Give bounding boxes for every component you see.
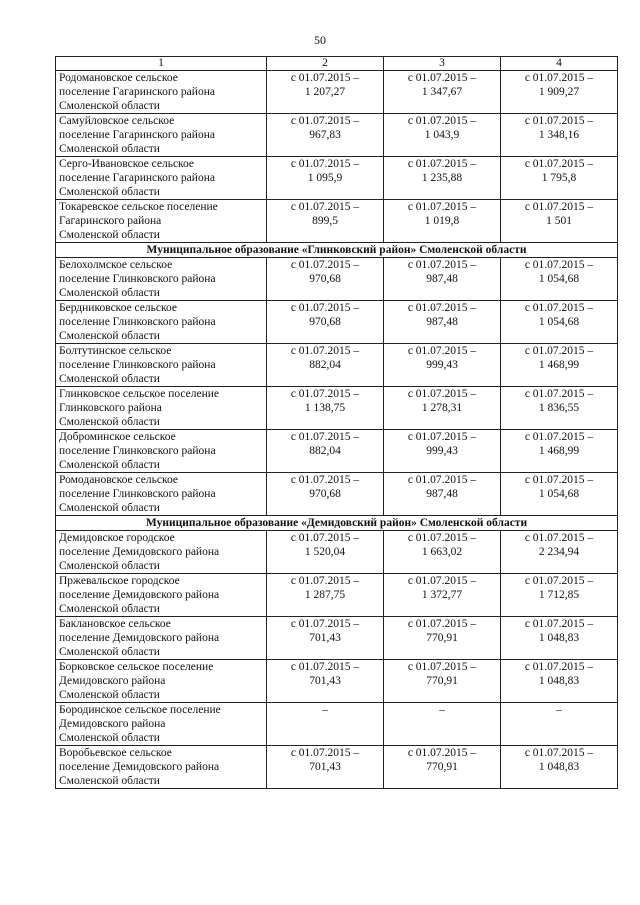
table-row bbox=[56, 301, 618, 344]
value-cell-col3 bbox=[384, 258, 501, 301]
value-line: 1 138,75 bbox=[304, 402, 346, 414]
value-line: 1 468,99 bbox=[538, 359, 580, 371]
value-cell-col2 bbox=[267, 157, 384, 200]
value-line: с 01.07.2015 – bbox=[524, 575, 594, 587]
value-line: 882,04 bbox=[309, 359, 341, 371]
value-cell-col4 bbox=[501, 746, 618, 789]
value-line: с 01.07.2015 – bbox=[524, 431, 594, 443]
value-cell-col4 bbox=[501, 430, 618, 473]
value-line: 970,68 bbox=[309, 316, 341, 328]
settlement-name-line: Демидовского района bbox=[59, 718, 166, 730]
settlement-name-cell bbox=[56, 617, 267, 660]
value-line: с 01.07.2015 – bbox=[407, 345, 477, 357]
settlement-name-cell bbox=[56, 387, 267, 430]
section-row bbox=[56, 243, 618, 258]
settlement-name-line: поселение Глинковского района bbox=[59, 316, 216, 328]
value-line: 770,91 bbox=[426, 632, 458, 644]
table-row bbox=[56, 660, 618, 703]
settlement-name-line: Смоленской области bbox=[59, 287, 160, 299]
value-line: 1 048,83 bbox=[538, 761, 580, 773]
value-line: 1 372,77 bbox=[421, 589, 463, 601]
table-row bbox=[56, 387, 618, 430]
settlement-name-cell bbox=[56, 703, 267, 746]
value-line: с 01.07.2015 – bbox=[290, 259, 360, 271]
value-line: 1 019,8 bbox=[424, 215, 460, 227]
value-line: с 01.07.2015 – bbox=[290, 575, 360, 587]
page-number: 50 bbox=[314, 33, 326, 47]
value-line: с 01.07.2015 – bbox=[524, 302, 594, 314]
value-cell-col3 bbox=[384, 574, 501, 617]
value-cell-col2 bbox=[267, 200, 384, 243]
table-row bbox=[56, 258, 618, 301]
column-number-2: 2 bbox=[267, 57, 384, 71]
value-cell-col4 bbox=[501, 617, 618, 660]
settlement-name-cell bbox=[56, 114, 267, 157]
settlement-name-line: Смоленской области bbox=[59, 646, 160, 658]
value-line: 1 347,67 bbox=[421, 86, 463, 98]
value-cell-col4 bbox=[501, 574, 618, 617]
value-line: с 01.07.2015 – bbox=[407, 158, 477, 170]
value-line: с 01.07.2015 – bbox=[524, 115, 594, 127]
table-row bbox=[56, 746, 618, 789]
value-line: 1 836,55 bbox=[538, 402, 580, 414]
settlement-name-line: Смоленской области bbox=[59, 416, 160, 428]
settlement-name-line: Смоленской области bbox=[59, 186, 160, 198]
value-cell-col2 bbox=[267, 114, 384, 157]
value-cell-col2 bbox=[267, 617, 384, 660]
settlement-name-line: Ромодановское сельское bbox=[59, 474, 178, 486]
value-line: с 01.07.2015 – bbox=[524, 201, 594, 213]
table-row bbox=[56, 200, 618, 243]
value-line: с 01.07.2015 – bbox=[407, 618, 477, 630]
value-cell-col4 bbox=[501, 473, 618, 516]
settlement-name-line: Воробьевское сельское bbox=[59, 747, 172, 759]
value-line: 1 795,8 bbox=[541, 172, 577, 184]
value-line: с 01.07.2015 – bbox=[407, 431, 477, 443]
value-line: 987,48 bbox=[426, 273, 458, 285]
value-line: с 01.07.2015 – bbox=[524, 72, 594, 84]
value-line: – bbox=[322, 704, 328, 716]
value-line: 1 054,68 bbox=[538, 273, 580, 285]
value-line: с 01.07.2015 – bbox=[524, 158, 594, 170]
value-line: 1 043,9 bbox=[424, 129, 460, 141]
value-line: 701,43 bbox=[309, 761, 341, 773]
table-header-row bbox=[56, 57, 618, 71]
value-cell-col4 bbox=[501, 258, 618, 301]
value-cell-col4 bbox=[501, 531, 618, 574]
value-line: с 01.07.2015 – bbox=[524, 618, 594, 630]
settlement-name-line: поселение Гагаринского района bbox=[59, 86, 215, 98]
settlement-name-line: поселение Глинковского района bbox=[59, 273, 216, 285]
value-cell-col2 bbox=[267, 258, 384, 301]
value-line: с 01.07.2015 – bbox=[407, 388, 477, 400]
column-number-1: 1 bbox=[56, 57, 267, 71]
value-line: с 01.07.2015 – bbox=[290, 661, 360, 673]
value-cell-col3 bbox=[384, 71, 501, 114]
table-row bbox=[56, 71, 618, 114]
value-line: 1 663,02 bbox=[421, 546, 463, 558]
settlement-name-line: Демидовского района bbox=[59, 675, 166, 687]
section-row bbox=[56, 516, 618, 531]
table-row bbox=[56, 531, 618, 574]
value-cell-col2 bbox=[267, 703, 384, 746]
settlement-name-line: Баклановское сельское bbox=[59, 618, 171, 630]
value-cell-col3 bbox=[384, 746, 501, 789]
value-line: с 01.07.2015 – bbox=[407, 115, 477, 127]
value-line: с 01.07.2015 – bbox=[290, 618, 360, 630]
value-line: с 01.07.2015 – bbox=[290, 747, 360, 759]
settlement-name-line: поселение Демидовского района bbox=[59, 632, 220, 644]
value-line: 1 520,04 bbox=[304, 546, 346, 558]
settlement-name-line: поселение Демидовского района bbox=[59, 589, 220, 601]
settlement-name-line: Родомановское сельское bbox=[59, 72, 178, 84]
value-cell-col4 bbox=[501, 660, 618, 703]
tariff-table bbox=[55, 56, 618, 789]
settlement-name-cell bbox=[56, 200, 267, 243]
settlement-name-cell bbox=[56, 157, 267, 200]
value-line: с 01.07.2015 – bbox=[290, 345, 360, 357]
value-line: 1 054,68 bbox=[538, 488, 580, 500]
value-line: 987,48 bbox=[426, 488, 458, 500]
value-line: с 01.07.2015 – bbox=[290, 532, 360, 544]
value-cell-col2 bbox=[267, 301, 384, 344]
value-line: с 01.07.2015 – bbox=[407, 575, 477, 587]
value-line: с 01.07.2015 – bbox=[524, 474, 594, 486]
value-line: 1 287,75 bbox=[304, 589, 346, 601]
settlement-name-line: Смоленской области bbox=[59, 560, 160, 572]
settlement-name-line: Смоленской области bbox=[59, 459, 160, 471]
value-line: 701,43 bbox=[309, 675, 341, 687]
value-cell-col3 bbox=[384, 617, 501, 660]
value-line: 1 909,27 bbox=[538, 86, 580, 98]
settlement-name-cell bbox=[56, 746, 267, 789]
value-cell-col2 bbox=[267, 746, 384, 789]
value-line: 967,83 bbox=[309, 129, 341, 141]
value-line: 770,91 bbox=[426, 675, 458, 687]
value-line: – bbox=[556, 704, 562, 716]
settlement-name-line: Глинковское сельское поселение bbox=[59, 388, 220, 400]
settlement-name-line: Смоленской области bbox=[59, 502, 160, 514]
value-cell-col4 bbox=[501, 71, 618, 114]
settlement-name-line: Гагаринского района bbox=[59, 215, 162, 227]
value-cell-col4 bbox=[501, 157, 618, 200]
value-cell-col2 bbox=[267, 71, 384, 114]
value-line: с 01.07.2015 – bbox=[524, 345, 594, 357]
value-cell-col2 bbox=[267, 574, 384, 617]
value-line: с 01.07.2015 – bbox=[407, 474, 477, 486]
value-line: 999,43 bbox=[426, 359, 458, 371]
settlement-name-line: Борковское сельское поселение bbox=[59, 661, 214, 673]
value-cell-col3 bbox=[384, 660, 501, 703]
settlement-name-line: Бородинское сельское поселение bbox=[59, 704, 221, 716]
value-line: 2 234,94 bbox=[538, 546, 580, 558]
settlement-name-line: Белохолмское сельское bbox=[59, 259, 173, 271]
value-line: с 01.07.2015 – bbox=[290, 115, 360, 127]
value-cell-col2 bbox=[267, 387, 384, 430]
settlement-name-line: Глинковского района bbox=[59, 402, 162, 414]
value-cell-col3 bbox=[384, 531, 501, 574]
table-row bbox=[56, 473, 618, 516]
value-line: с 01.07.2015 – bbox=[290, 474, 360, 486]
settlement-name-cell bbox=[56, 660, 267, 703]
value-line: с 01.07.2015 – bbox=[524, 259, 594, 271]
settlement-name-line: Пржевальское городское bbox=[59, 575, 180, 587]
settlement-name-line: поселение Глинковского района bbox=[59, 359, 216, 371]
value-cell-col3 bbox=[384, 157, 501, 200]
table-row bbox=[56, 157, 618, 200]
value-line: с 01.07.2015 – bbox=[407, 302, 477, 314]
settlement-name-line: поселение Глинковского района bbox=[59, 488, 216, 500]
settlement-name-line: Доброминское сельское bbox=[59, 431, 176, 443]
settlement-name-line: Смоленской области bbox=[59, 373, 160, 385]
settlement-name-line: Смоленской области bbox=[59, 100, 160, 112]
value-line: с 01.07.2015 – bbox=[524, 747, 594, 759]
settlement-name-line: Токаревское сельское поселение bbox=[59, 201, 218, 213]
value-line: с 01.07.2015 – bbox=[407, 532, 477, 544]
value-cell-col4 bbox=[501, 301, 618, 344]
value-line: 1 712,85 bbox=[538, 589, 580, 601]
value-cell-col3 bbox=[384, 344, 501, 387]
settlement-name-cell bbox=[56, 71, 267, 114]
settlement-name-line: поселение Демидовского района bbox=[59, 546, 220, 558]
settlement-name-line: поселение Демидовского района bbox=[59, 761, 220, 773]
value-cell-col2 bbox=[267, 660, 384, 703]
value-line: 770,91 bbox=[426, 761, 458, 773]
settlement-name-cell bbox=[56, 473, 267, 516]
value-line: 1 235,88 bbox=[421, 172, 463, 184]
settlement-name-line: Смоленской области bbox=[59, 143, 160, 155]
settlement-name-line: поселение Гагаринского района bbox=[59, 129, 215, 141]
value-line: 970,68 bbox=[309, 488, 341, 500]
table-row bbox=[56, 574, 618, 617]
settlement-name-cell bbox=[56, 574, 267, 617]
settlement-name-line: Серго-Ивановское сельское bbox=[59, 158, 195, 170]
settlement-name-line: Смоленской области bbox=[59, 229, 160, 241]
value-line: 1 501 bbox=[546, 215, 572, 227]
value-cell-col4 bbox=[501, 703, 618, 746]
value-cell-col2 bbox=[267, 430, 384, 473]
value-line: 987,48 bbox=[426, 316, 458, 328]
value-cell-col2 bbox=[267, 531, 384, 574]
value-line: с 01.07.2015 – bbox=[290, 388, 360, 400]
value-line: с 01.07.2015 – bbox=[407, 259, 477, 271]
value-cell-col3 bbox=[384, 114, 501, 157]
settlement-name-cell bbox=[56, 344, 267, 387]
value-cell-col3 bbox=[384, 301, 501, 344]
value-line: 1 348,16 bbox=[538, 129, 580, 141]
section-title: Муниципальное образование «Демидовский район» Смоленской области bbox=[56, 516, 618, 531]
settlement-name-cell bbox=[56, 430, 267, 473]
value-line: с 01.07.2015 – bbox=[290, 72, 360, 84]
value-line: с 01.07.2015 – bbox=[290, 431, 360, 443]
settlement-name-line: поселение Гагаринского района bbox=[59, 172, 215, 184]
value-line: с 01.07.2015 – bbox=[407, 661, 477, 673]
settlement-name-line: Смоленской области bbox=[59, 689, 160, 701]
value-line: 899,5 bbox=[312, 215, 338, 227]
section-title: Муниципальное образование «Глинковский район» Смоленской области bbox=[56, 243, 618, 258]
settlement-name-line: Смоленской области bbox=[59, 330, 160, 342]
value-line: 1 278,31 bbox=[421, 402, 463, 414]
column-number-4: 4 bbox=[501, 57, 618, 71]
value-line: с 01.07.2015 – bbox=[407, 201, 477, 213]
value-line: с 01.07.2015 – bbox=[407, 72, 477, 84]
value-cell-col4 bbox=[501, 114, 618, 157]
settlement-name-cell bbox=[56, 301, 267, 344]
value-line: 1 468,99 bbox=[538, 445, 580, 457]
value-line: 882,04 bbox=[309, 445, 341, 457]
value-cell-col3 bbox=[384, 703, 501, 746]
table-row bbox=[56, 430, 618, 473]
value-line: 999,43 bbox=[426, 445, 458, 457]
value-cell-col3 bbox=[384, 200, 501, 243]
value-cell-col4 bbox=[501, 344, 618, 387]
value-line: 1 048,83 bbox=[538, 675, 580, 687]
value-line: 1 207,27 bbox=[304, 86, 346, 98]
value-line: с 01.07.2015 – bbox=[524, 388, 594, 400]
settlement-name-cell bbox=[56, 258, 267, 301]
settlement-name-line: Самуйловское сельское bbox=[59, 115, 175, 127]
value-cell-col4 bbox=[501, 200, 618, 243]
table-row bbox=[56, 114, 618, 157]
value-line: с 01.07.2015 – bbox=[290, 158, 360, 170]
settlement-name-line: Болтутинское сельское bbox=[59, 345, 172, 357]
settlement-name-line: поселение Глинковского района bbox=[59, 445, 216, 457]
value-line: 1 095,9 bbox=[307, 172, 343, 184]
table-row bbox=[56, 344, 618, 387]
settlement-name-cell bbox=[56, 531, 267, 574]
column-number-3: 3 bbox=[384, 57, 501, 71]
value-line: 1 048,83 bbox=[538, 632, 580, 644]
value-line: – bbox=[439, 704, 445, 716]
value-cell-col2 bbox=[267, 473, 384, 516]
table-row bbox=[56, 617, 618, 660]
value-cell-col3 bbox=[384, 473, 501, 516]
value-line: 1 054,68 bbox=[538, 316, 580, 328]
value-cell-col2 bbox=[267, 344, 384, 387]
settlement-name-line: Смоленской области bbox=[59, 603, 160, 615]
settlement-name-line: Бердниковское сельское bbox=[59, 302, 177, 314]
value-line: с 01.07.2015 – bbox=[290, 201, 360, 213]
value-line: с 01.07.2015 – bbox=[407, 747, 477, 759]
value-line: с 01.07.2015 – bbox=[290, 302, 360, 314]
settlement-name-line: Смоленской области bbox=[59, 775, 160, 787]
value-line: с 01.07.2015 – bbox=[524, 532, 594, 544]
value-line: 701,43 bbox=[309, 632, 341, 644]
settlement-name-line: Демидовское городское bbox=[59, 532, 175, 544]
value-line: с 01.07.2015 – bbox=[524, 661, 594, 673]
value-line: 970,68 bbox=[309, 273, 341, 285]
table-body bbox=[56, 57, 618, 789]
settlement-name-line: Смоленской области bbox=[59, 732, 160, 744]
value-cell-col3 bbox=[384, 430, 501, 473]
value-cell-col4 bbox=[501, 387, 618, 430]
value-cell-col3 bbox=[384, 387, 501, 430]
table-row bbox=[56, 703, 618, 746]
